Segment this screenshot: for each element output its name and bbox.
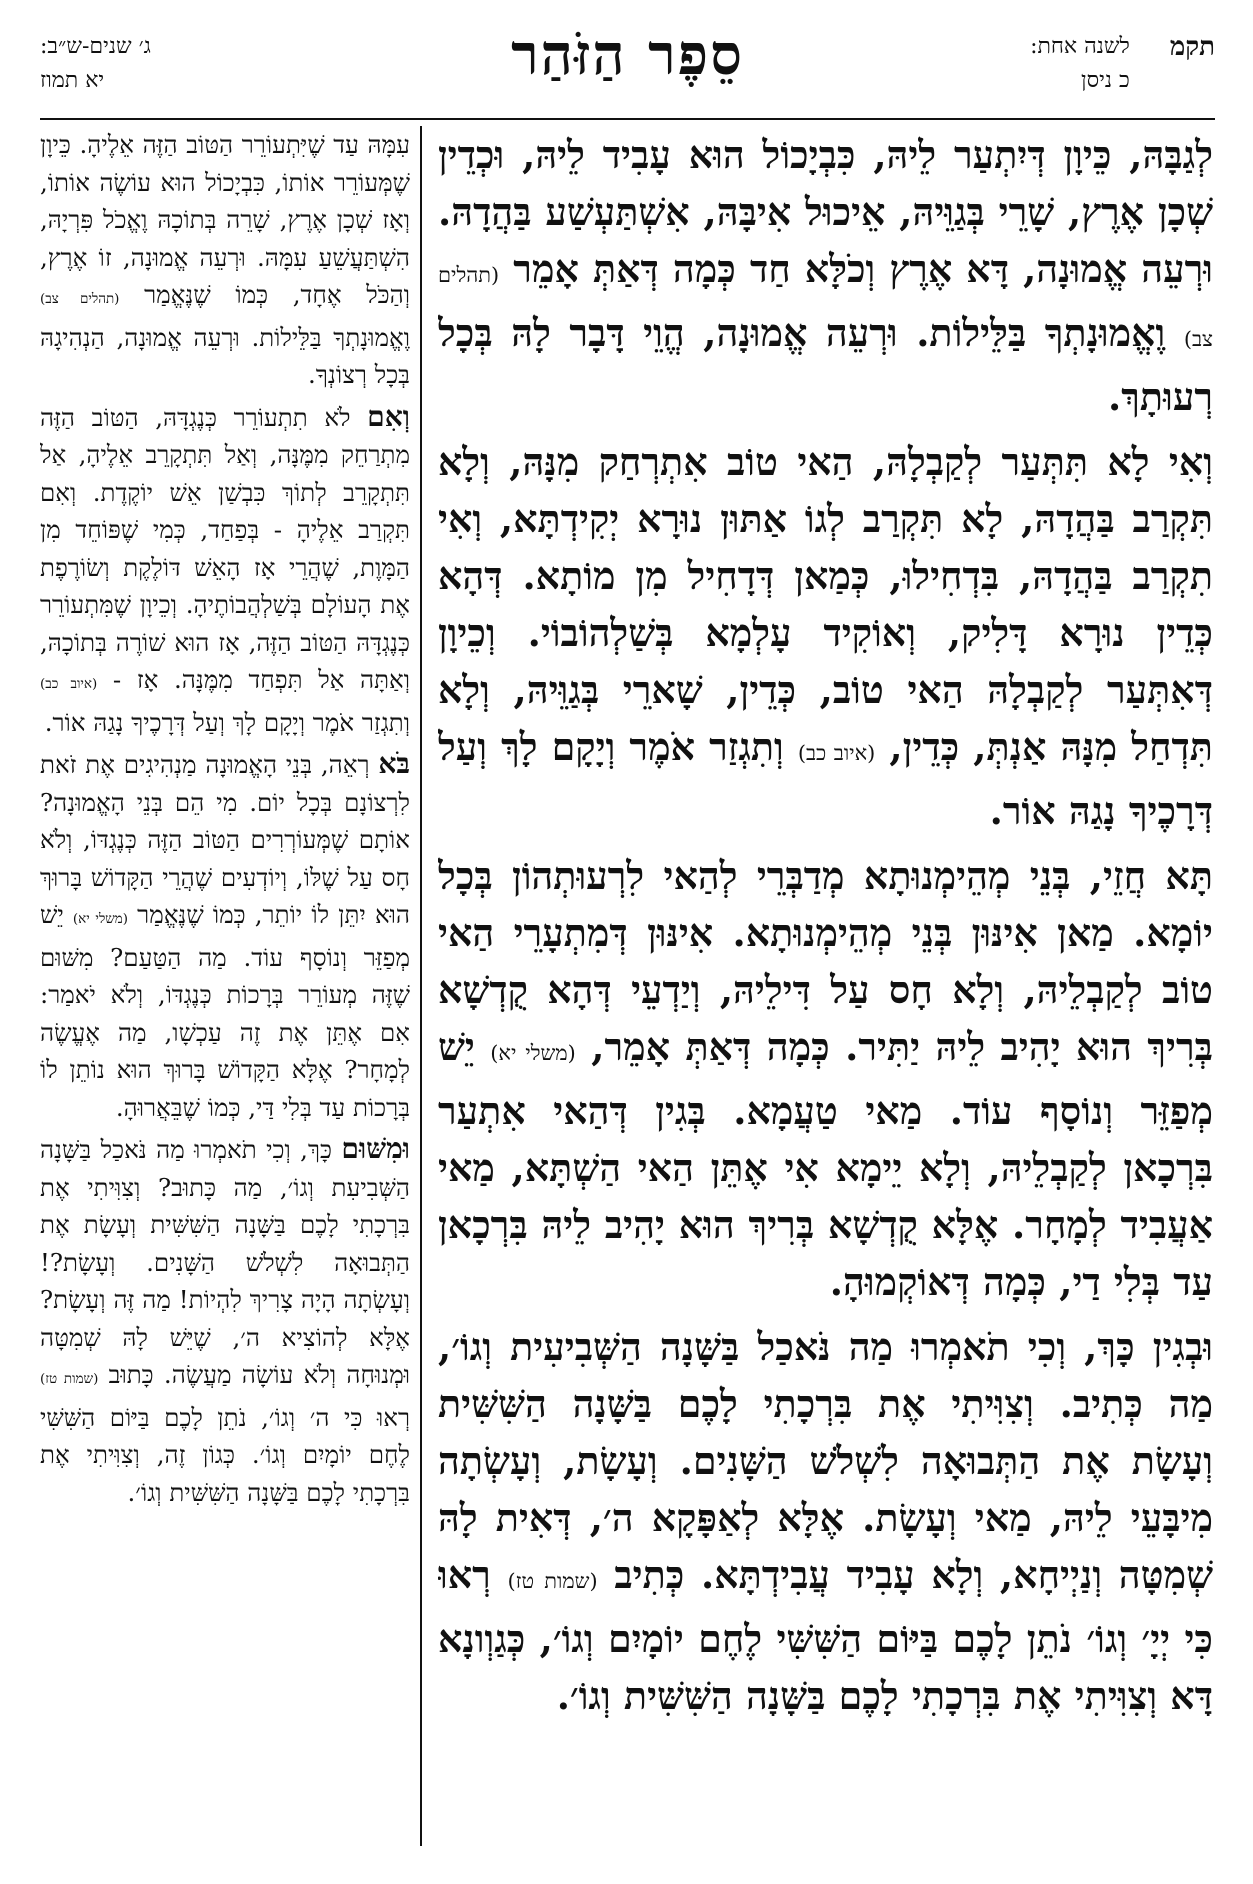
hebrew-date: כ ניסן bbox=[1081, 68, 1130, 93]
page-header bbox=[40, 14, 1215, 126]
scripture-reference: (תהלים צב) bbox=[40, 291, 120, 307]
main-paragraph bbox=[438, 126, 1213, 425]
book-title: סֵפֶר הַזֹּהַר bbox=[511, 22, 744, 88]
page-number: תקמ bbox=[1169, 32, 1215, 62]
reading-cycle-label: לשנה אחת: bbox=[1030, 34, 1130, 59]
main-paragraph bbox=[438, 433, 1213, 839]
side-paragraph bbox=[40, 398, 410, 742]
paragraph-text: תָּא חֲזֵי, בְּנֵי מְהֵימְנוּתָא מְדַבְּרֵי לְהַאי לִרְעוּתְהוֹן בְּכָל יוֹמָא. מַאן אִינּוּן בְּנֵי מְהֵימְנוּתָא. אִינּוּן דְּמִתְעָרֵי הַאי טוֹב לְקַבְלֵיהּ, וְלָא חָס עַל דִּילֵיהּ, וְיַדְעֵי דְּהָא קֻדְשָׁא בְּרִיךְ הוּא יָהִיב לֵיהּ יַתִּיר. כְּמָה דְּאַתְּ אָמֵר, bbox=[438, 853, 1213, 1069]
hebrew-translation-column bbox=[40, 126, 410, 1846]
scripture-reference: (שמות טז) bbox=[40, 1371, 99, 1387]
paragraph-text: עִמָּהּ עַד שֶׁיִּתְעוֹרֵר הַטּוֹב הַזֶּה אֵלֶיהָ. כֵּיוָן שֶׁמְּעוֹרֵר אוֹתוֹ, כִּבְיָכוֹל הוּא עוֹשֶׂה אוֹתוֹ, וְאָז שְׁכָן אֶרֶץ, שָׁרֵה בְּתוֹכָהּ וֶאֱכֹל פִּרְיָהּ, הִשְׁתַּעֲשֵׁעַ עִמָּהּ. וּרְעֵה אֱמוּנָה, זוֹ אֶרֶץ, וְהַכֹּל אֶחָד, כְּמוֹ שֶׁנֶּאֱמַר bbox=[40, 130, 410, 309]
paragraph-text: לֹא תִתְעוֹרֵר כְּנֶגְדָּהּ, הַטּוֹב הַזֶּה מִתְרַחֵק מִמֶּנָּה, וְאַל תִּתְקָרֵב אֵלֶיהָ, אַל תִּתְקָרֵב לְתוֹךְ כִּבְשַׁן אֵשׁ יוֹקֶדֶת. וְאִם תִּקְרַב אֵלֶיהָ - בְּפַחַד, כְּמִי שֶׁפּוֹחֵד מִן הַמָּוֶת, שֶׁהֲרֵי אָז הָאֵשׁ דּוֹלֶקֶת וְשׂוֹרֶפֶת אֶת הָעוֹלָם בְּשַׁלְהֲבוֹתֶיהָ. וְכֵיוָן שֶׁמִּתְעוֹרֵר כְּנֶגְדָּהּ הַטּוֹב הַזֶּה, אָז הוּא שׁוֹרֶה בְּתוֹכָהּ, וְאַתָּה אַל תִּפְחַד מִמֶּנָּה. אָז - bbox=[40, 402, 410, 694]
paragraph-lead-word: בֹּא bbox=[378, 747, 410, 780]
side-paragraph bbox=[40, 745, 410, 1126]
paragraph-text: וּבְגִין כָּךְ, וְכִי תֹאמְרוּ מַה נֹּאכַל בַּשָּׁנָה הַשְּׁבִיעִית וְגוֹ׳, מַה כְּתִיב. וְצִוִּיתִי אֶת בִּרְכָתִי לָכֶם בַּשָּׁנָה הַשִּׁשִּׁית וְעָשָׂת אֶת הַתְּבוּאָה לִשְׁלֹשׁ הַשָּׁנִים. וְעָשָׂת, וְעָשְׂתָה מִיבָּעֵי לֵיהּ, מַאי וְעָשָׂת. אֶלָּא לְאַפָּקָא ה׳, דְּאִית לָהּ שְׁמִטָּה וְנַיְיחָא, וְלָא עָבִיד עֲבִידְתָּא. כְּתִיב bbox=[438, 1324, 1213, 1597]
paragraph-text: כָּךְ, וְכִי תֹאמְרוּ מַה נֹּאכַל בַּשָּׁנָה הַשְּׁבִיעִת וְגוֹ׳, מַה כָּתוּב? וְצִוִּיתִי אֶת בִּרְכָתִי לָכֶם בַּשָּׁנָה הַשִּׁשִּׁית וְעָשָׂת אֶת הַתְּבוּאָה לִשְׁלֹשׁ הַשָּׁנִים. וְעָשָׂת?! וְעָשְׂתָה הָיָה צָרִיךְ לִהְיוֹת! מַה זֶּה וְעָשָׂת? אֶלָּא לְהוֹצִיא ה׳, שֶׁיֵּשׁ לָהּ שְׁמִטָּה וּמְנוּחָה וְלֹא עוֹשָׂה מַעֲשֶׂה. כָּתוּב bbox=[40, 1135, 410, 1389]
main-paragraph bbox=[438, 847, 1213, 1310]
scripture-reference: (איוב כב) bbox=[40, 676, 98, 692]
paragraph-lead-word: וּמִשּׁוּם bbox=[341, 1132, 410, 1165]
paragraph-text-continued: יֵשׁ מְפַזֵּר וְנוֹסָף עוֹד. מַאי טַעֲמָא. בְּגִין דְּהַאי אִתְעַר בִּרְכָאן לְקַבְלֵיהּ, וְלָא יֵימָא אִי אֶתֵּן הַאי הַשְׁתָּא, מַאי אַעֲבִיד לְמָחָר. אֶלָּא קֻדְשָׁא בְּרִיךְ הוּא יָהִיב לֵיהּ בִּרְכָאן עַד בְּלִי דַי, כְּמָה דְּאוֹקְמוּהָ. bbox=[438, 1024, 1213, 1304]
column-divider bbox=[420, 126, 422, 1846]
scripture-reference: (איוב כב) bbox=[797, 741, 876, 765]
scripture-reference: (משלי יא) bbox=[72, 911, 129, 927]
paragraph-text: לְגַבָּהּ, כֵּיוָן דְּיִתְעַר לֵיהּ, כִּבְיָכוֹל הוּא עָבִיד לֵיהּ, וּכְדֵין שְׁכָן אֶרֶץ, שָׁרֵי בְּגַוֵּיהּ, אֵיכוּל אִיבָּהּ, אִשְׁתַּעְשַׁע בַּהֲדָהּ. וּרְעֵה אֱמוּנָה, דָּא אֶרֶץ וְכֹלָּא חַד כְּמָה דְּאַתְּ אָמֵר bbox=[438, 132, 1213, 291]
side-paragraph bbox=[40, 1130, 410, 1511]
side-paragraph bbox=[40, 126, 410, 394]
scripture-reference: (תהלים צב) bbox=[438, 263, 1213, 351]
paragraph-text: וְאִי לָא תִּתְּעַר לְקַבְלָהּ, הַאי טוֹב אִתְרְחַק מִנָּהּ, וְלָא תִּקְרַב בַּהֲדָהּ, לָא תִּקְרַב לְגוֹ אַתּוּן נוּרָא יְקִידְתָּא, וְאִי תִקְרַב בַּהֲדָהּ, בִּדְחִילוּ, כְּמַאן דְּדָחִיל מִן מוֹתָא. דְּהָא כְּדֵין נוּרָא דָּלִיק, וְאוֹקִיד עָלְמָא בְּשַׁלְהוֹבוֹי. וְכֵיוָן דְּאִתְּעַר לְקַבְלָהּ הַאי טוֹב, כְּדֵין, שָׁארֵי בְּגַוֵּיהּ, וְלָא תִּדְחַל מִנָּהּ אַנְתְּ, כְּדֵין, bbox=[438, 439, 1213, 769]
paragraph-text-continued: וֶאֱמוּנָתְךָ בַּלֵּילוֹת. וּרְעֵה אֱמוּנָה, הֱוֵי דָּבָר לָהּ בְּכָל רְעוּתָךְ. bbox=[438, 310, 1213, 419]
years-cycle-label: ג׳ שנים-ש״ב: bbox=[40, 34, 151, 59]
paragraph-text-continued: וֶאֱמוּנָתְךָ בַּלֵּילוֹת. וּרְעֵה אֱמוּנָה, הַנְהִיגָהּ בְּכָל רְצוֹנְךָ. bbox=[40, 322, 410, 389]
paragraph-text-continued: רְאוּ כִּי ה׳ וְגוֹ׳, נֹתֵן לָכֶם בַּיּוֹם הַשִּׁשִּׁי לֶחֶם יוֹמָיִם וְגוֹ׳. כְּגוֹן זֶה, וְצִוִּיתִי אֶת בִּרְכָתִי לָכֶם בַּשָּׁנָה הַשִּׁשִּׁית וְגוֹ׳. bbox=[40, 1402, 410, 1507]
paragraph-text-continued: רְאוּ כִּי יְיָ׳ וְגוֹ׳ נֹתֵן לָכֶם בַּיּוֹם הַשִּׁשִּׁי לֶחֶם יוֹמָיִם וְגוֹ׳, כְּגַוְונָא דָּא וְצִוִּיתִי אֶת בִּרְכָתִי לָכֶם בַּשָּׁנָה הַשִּׁשִּׁית וְגוֹ׳. bbox=[438, 1552, 1213, 1718]
paragraph-text-continued: וְתִגְזַר אֹמֶר וְיָקָם לָךְ וְעַל דְּרָכֶיךָ נָגַהּ אוֹר. bbox=[44, 707, 410, 737]
scripture-reference: (משלי יא) bbox=[490, 1041, 576, 1065]
secondary-date: יא תמוז bbox=[40, 68, 105, 93]
header-left bbox=[40, 30, 151, 98]
main-paragraph bbox=[438, 1318, 1213, 1724]
paragraph-lead-word: וְאִם bbox=[367, 399, 410, 433]
header-rule bbox=[40, 118, 1215, 120]
paragraph-text: רְאֵה, בְּנֵי הָאֱמוּנָה מַנְהִיגִים אֶת זֹאת לִרְצוֹנָם בְּכָל יוֹם. מִי הֵם בְּנֵי הָאֱמוּנָה? אוֹתָם שֶׁמְּעוֹרְרִים הַטּוֹב הַזֶּה כְּנֶגְדּוֹ, וְלֹא חָס עַל שֶׁלּוֹ, וְיוֹדְעִים שֶׁהֲרֵי הַקָּדוֹשׁ בָּרוּךְ הוּא יִתֵּן לוֹ יוֹתֵר, כְּמוֹ שֶׁנֶּאֱמַר bbox=[40, 750, 410, 929]
paragraph-text-continued: יֵשׁ מְפַזֵּר וְנוֹסָף עוֹד. מַה הַטַּעַם? מִשּׁוּם שֶׁזֶּה מְעוֹרֵר בְּרָכוֹת כְּנֶגְדּוֹ, וְלֹא יֹאמַר: אִם אֶתֵּן אֶת זֶה עַכְשָׁו, מַה אֶעֱשֶׂה לְמָחָר? אֶלָּא הַקָּדוֹשׁ בָּרוּךְ הוּא נוֹתֵן לוֹ בְּרָכוֹת עַד בְּלִי דַּי, כְּמוֹ שֶׁבֵּאֲרוּהָ. bbox=[40, 900, 410, 1122]
paragraph-text-continued: וְתִגְזַר אֹמֶר וְיָקָם לָךְ וְעַל דְּרָכֶיךָ נָגַהּ אוֹר. bbox=[438, 724, 1213, 833]
main-aramaic-column bbox=[438, 126, 1213, 1846]
scripture-reference: (שמות טז) bbox=[507, 1569, 598, 1593]
